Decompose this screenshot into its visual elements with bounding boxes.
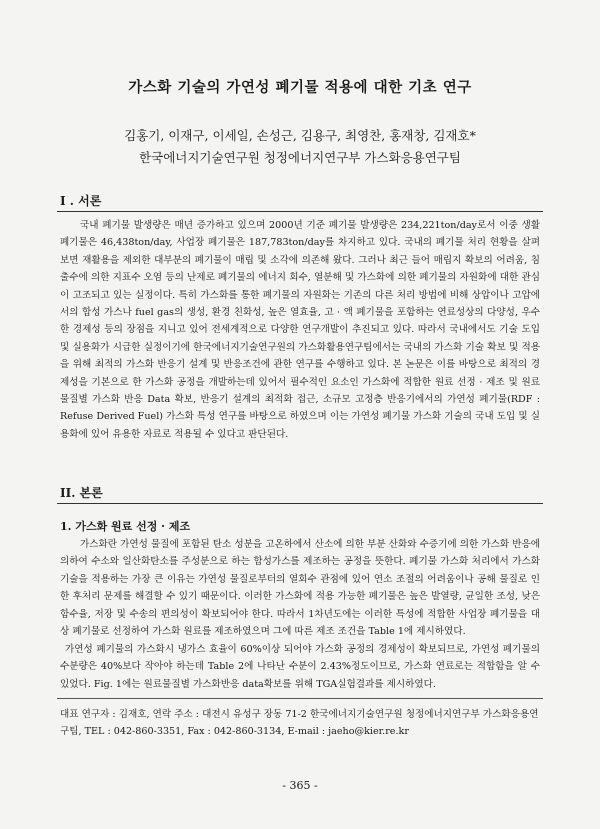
section-divider [57,503,543,504]
paper-title: 가스화 기술의 가연성 폐기물 적용에 대한 기초 연구 [128,79,472,96]
corresponding-author-footnote: 대표 연구자 : 김재호, 연락 주소 : 대전시 유성구 장동 71-2 한국에너지기술연구원 청정에너지연구부 가스화응용연구팀, TEL : 042-860-3351, Fax : 042-860-3134, E-mail : jaeho@kier.re.kr [60,709,539,737]
author-list: 김홍기, 이재구, 이세일, 손성근, 김용구, 최영찬, 홍재창, 김재호* [124,128,476,143]
page-number: - 365 - [282,779,318,792]
author-affiliation: 한국에너지기술연구원 청정에너지연구부 가스화응용연구팀 [139,150,461,165]
section-divider [57,211,543,212]
subsection-heading-feedstock: 1. 가스화 원료 선정 · 제조 [60,520,191,533]
body-paragraph-2: 가연성 폐기물의 가스화시 냉가스 효율이 60%이상 되어야 가스화 공정의 경제성이 확보되므로, 가연성 폐기물의 수분량은 40%보다 작아야 하는데 Table 2에 나타난 수분이 2.43%정도이므로, 가스화 연료로는 적합함을 알 수 있었다. Fig. 1에는 원료물질별 가스화반응 data확보를 위해 TGA실험결과를 제시하였다. [60,644,540,690]
section-heading-introduction: I . 서론 [60,194,102,208]
footnote-divider [57,698,543,699]
section-heading-body: II. 본론 [60,486,103,500]
body-paragraph-1: 가스화란 가연성 물질에 포함된 탄소 성분을 고온하에서 산소에 의한 부분 산화와 수증기에 의한 가스화 반응에 의하여 수소와 일산화탄소를 주성분으로 하는 합성가스를 제조하는 공정을 뜻한다. 폐기물 가스화 처리에서 가스화 기술을 적용하는 가장 큰 이유는 가연성 물질로부터의 열회수 관점에 있어 연소 조절의 어려움이나 공해 물질로 인한 후처리 문제를 해결할 수 있기 때문이다. 이러한 가스화에 적용 가능한 폐기물은 높은 발열량, 균일한 조성, 낮은 함수율, 저장 및 수송의 편의성이 확보되어야 한다. 따라서 1차년도에는 이러한 특성에 적합한 사업장 폐기물을 대상 폐기물로 선정하여 가스화 원료를 제조하였으며 그에 따른 제조 조건을 Table 1에 제시하였다. [60,539,540,638]
introduction-paragraph: 국내 폐기물 발생량은 매년 증가하고 있으며 2000년 기준 폐기물 발생량은 234,221ton/day로서 이중 생활폐기물은 46,438ton/day, 사업장 폐기물은 187,783ton/day를 차지하고 있다. 국내의 폐기물 처리 현황을 살펴보면 재활용을 제외한 대부분의 폐기물이 매립 및 소각에 의존해 왔다. 그러나 최근 들어 매립지 확보의 어려움, 침출수에 의한 지표수 오염 등의 난제로 폐기물의 에너지 회수, 열분해 및 가스화에 의한 폐기물의 자원화에 대한 관심이 고조되고 있는 실정이다. 특히 가스화를 통한 폐기물의 자원화는 기존의 다른 처리 방법에 비해 상압이나 고압에서의 합성 가스나 fuel gas의 생성, 환경 친화성, 높은 열효율, 고 · 액 폐기물을 포함하는 연료성상의 다양성, 우수한 경제성 등의 장점을 지니고 있어 전세계적으로 다양한 연구개발이 추진되고 있다. 따라서 국내에서도 기술 도입 및 실용화가 시급한 실정이기에 한국에너지기술연구원의 가스화활용연구팀에서는 국내의 가스화 기술 확보 및 적용을 위해 최적의 가스화 반응기 설계 및 반응조건에 관한 연구를 수행하고 있다. 본 논문은 이를 바탕으로 최적의 경제성을 기본으로 한 가스화 공정을 개발하는데 있어서 필수적인 요소인 가스화에 적합한 원료 선정 · 제조 및 원료 물질별 가스화 반응 Data 확보, 반응기 설계의 최적화 접근, 소규모 고정층 반응기에서의 가연성 폐기물(RDF : Refuse Derived Fuel) 가스화 특성 연구를 바탕으로 하였으며 이는 가연성 폐기물 가스화 기술의 국내 도입 및 실용화에 있어 유용한 자료로 적용될 수 있다고 판단된다. [60,220,540,440]
